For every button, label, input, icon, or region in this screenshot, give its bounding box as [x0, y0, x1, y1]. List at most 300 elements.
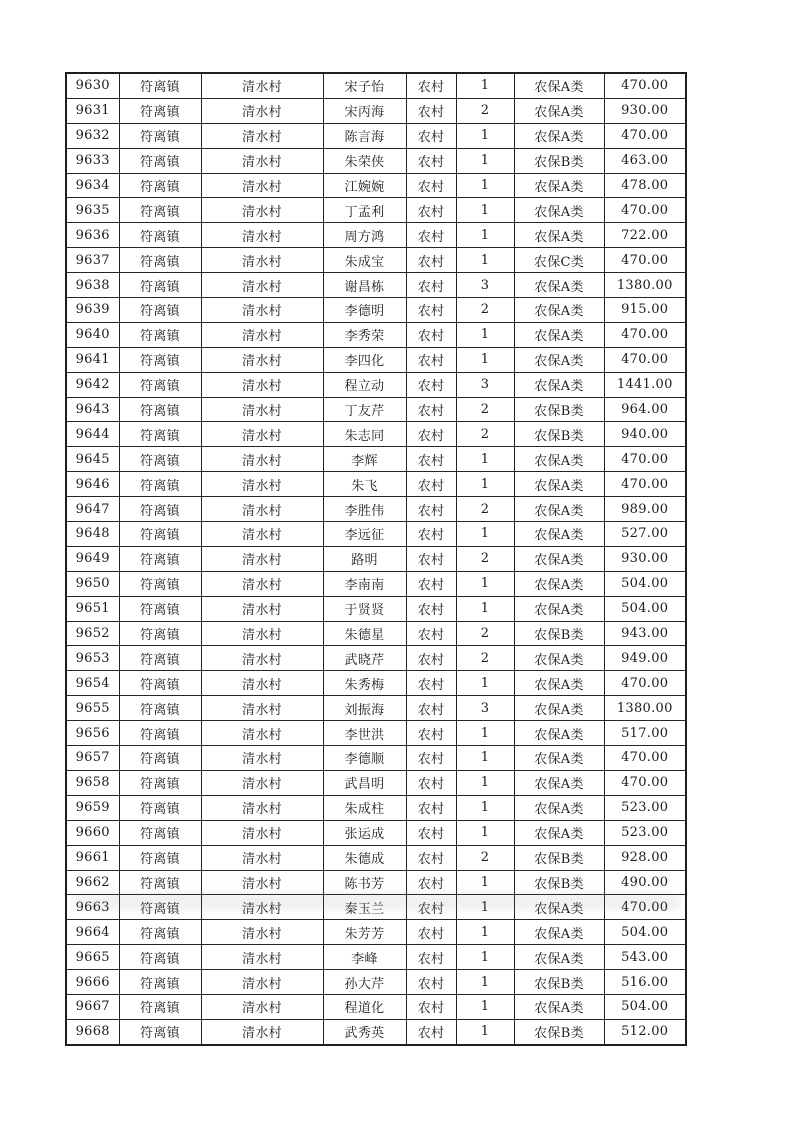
cell-residence-category: 农村 — [406, 621, 456, 646]
cell-village: 清水村 — [201, 1019, 323, 1044]
cell-headcount: 1 — [456, 920, 514, 945]
cell-sequence-number: 9655 — [66, 696, 119, 721]
table-row — [66, 621, 686, 646]
cell-village: 清水村 — [201, 397, 323, 422]
cell-insurance-type: 农保B类 — [514, 148, 604, 173]
cell-residence-category: 农村 — [406, 646, 456, 671]
cell-sequence-number: 9634 — [66, 173, 119, 198]
cell-residence-category: 农村 — [406, 746, 456, 771]
cell-insurance-type: 农保A类 — [514, 646, 604, 671]
cell-insurance-type: 农保A类 — [514, 596, 604, 621]
cell-residence-category: 农村 — [406, 73, 456, 98]
cell-village: 清水村 — [201, 870, 323, 895]
table-row — [66, 298, 686, 323]
table-row — [66, 870, 686, 895]
cell-residence-category: 农村 — [406, 596, 456, 621]
cell-headcount: 1 — [456, 746, 514, 771]
cell-amount: 470.00 — [604, 671, 686, 696]
cell-residence-category: 农村 — [406, 497, 456, 522]
table-row — [66, 1019, 686, 1044]
cell-insurance-type: 农保A类 — [514, 920, 604, 945]
table-row — [66, 970, 686, 995]
cell-sequence-number: 9658 — [66, 770, 119, 795]
cell-village: 清水村 — [201, 73, 323, 98]
cell-insurance-type: 农保A类 — [514, 721, 604, 746]
cell-person-name: 朱荣侠 — [323, 148, 406, 173]
cell-town: 符离镇 — [119, 223, 201, 248]
cell-person-name: 李德顺 — [323, 746, 406, 771]
cell-residence-category: 农村 — [406, 198, 456, 223]
cell-village: 清水村 — [201, 895, 323, 920]
cell-sequence-number: 9666 — [66, 970, 119, 995]
cell-residence-category: 农村 — [406, 372, 456, 397]
cell-town: 符离镇 — [119, 845, 201, 870]
cell-sequence-number: 9641 — [66, 347, 119, 372]
table-row — [66, 820, 686, 845]
table-row — [66, 422, 686, 447]
cell-residence-category: 农村 — [406, 173, 456, 198]
table-row — [66, 571, 686, 596]
cell-amount: 470.00 — [604, 198, 686, 223]
cell-person-name: 谢昌栋 — [323, 273, 406, 298]
cell-sequence-number: 9654 — [66, 671, 119, 696]
cell-village: 清水村 — [201, 322, 323, 347]
cell-town: 符离镇 — [119, 397, 201, 422]
cell-sequence-number: 9652 — [66, 621, 119, 646]
cell-residence-category: 农村 — [406, 696, 456, 721]
cell-town: 符离镇 — [119, 571, 201, 596]
table-row — [66, 273, 686, 298]
cell-village: 清水村 — [201, 497, 323, 522]
cell-person-name: 李辉 — [323, 447, 406, 472]
table-row — [66, 148, 686, 173]
cell-person-name: 李远征 — [323, 522, 406, 547]
cell-village: 清水村 — [201, 298, 323, 323]
cell-town: 符离镇 — [119, 596, 201, 621]
cell-town: 符离镇 — [119, 198, 201, 223]
cell-insurance-type: 农保A类 — [514, 671, 604, 696]
table-row — [66, 596, 686, 621]
cell-village: 清水村 — [201, 472, 323, 497]
cell-insurance-type: 农保B类 — [514, 397, 604, 422]
cell-person-name: 李秀荣 — [323, 322, 406, 347]
cell-sequence-number: 9644 — [66, 422, 119, 447]
cell-residence-category: 农村 — [406, 845, 456, 870]
cell-sequence-number: 9662 — [66, 870, 119, 895]
cell-headcount: 1 — [456, 223, 514, 248]
cell-sequence-number: 9637 — [66, 248, 119, 273]
cell-insurance-type: 农保A类 — [514, 372, 604, 397]
table-row — [66, 845, 686, 870]
cell-residence-category: 农村 — [406, 945, 456, 970]
cell-headcount: 1 — [456, 472, 514, 497]
cell-village: 清水村 — [201, 820, 323, 845]
cell-village: 清水村 — [201, 746, 323, 771]
cell-person-name: 秦玉兰 — [323, 895, 406, 920]
cell-town: 符离镇 — [119, 447, 201, 472]
cell-village: 清水村 — [201, 98, 323, 123]
cell-person-name: 武晓芹 — [323, 646, 406, 671]
cell-residence-category: 农村 — [406, 820, 456, 845]
table-body — [66, 73, 686, 1045]
cell-person-name: 周方鸿 — [323, 223, 406, 248]
cell-town: 符离镇 — [119, 795, 201, 820]
cell-sequence-number: 9653 — [66, 646, 119, 671]
cell-sequence-number: 9635 — [66, 198, 119, 223]
cell-village: 清水村 — [201, 123, 323, 148]
cell-headcount: 3 — [456, 273, 514, 298]
cell-person-name: 李德明 — [323, 298, 406, 323]
cell-person-name: 朱飞 — [323, 472, 406, 497]
cell-village: 清水村 — [201, 845, 323, 870]
cell-sequence-number: 9649 — [66, 546, 119, 571]
cell-amount: 504.00 — [604, 596, 686, 621]
cell-headcount: 1 — [456, 248, 514, 273]
cell-headcount: 2 — [456, 646, 514, 671]
table-row — [66, 372, 686, 397]
cell-amount: 949.00 — [604, 646, 686, 671]
cell-sequence-number: 9640 — [66, 322, 119, 347]
cell-headcount: 1 — [456, 721, 514, 746]
cell-sequence-number: 9656 — [66, 721, 119, 746]
table-row — [66, 248, 686, 273]
cell-insurance-type: 农保A类 — [514, 98, 604, 123]
cell-sequence-number: 9630 — [66, 73, 119, 98]
cell-residence-category: 农村 — [406, 870, 456, 895]
cell-amount: 517.00 — [604, 721, 686, 746]
cell-sequence-number: 9648 — [66, 522, 119, 547]
cell-amount: 470.00 — [604, 248, 686, 273]
cell-town: 符离镇 — [119, 497, 201, 522]
cell-person-name: 朱德成 — [323, 845, 406, 870]
table-row — [66, 646, 686, 671]
cell-insurance-type: 农保A类 — [514, 173, 604, 198]
cell-town: 符离镇 — [119, 148, 201, 173]
cell-town: 符离镇 — [119, 870, 201, 895]
cell-town: 符离镇 — [119, 746, 201, 771]
cell-headcount: 1 — [456, 571, 514, 596]
cell-insurance-type: 农保B类 — [514, 870, 604, 895]
cell-town: 符离镇 — [119, 73, 201, 98]
cell-headcount: 1 — [456, 148, 514, 173]
cell-person-name: 丁友芹 — [323, 397, 406, 422]
cell-amount: 527.00 — [604, 522, 686, 547]
cell-village: 清水村 — [201, 994, 323, 1019]
cell-headcount: 1 — [456, 1019, 514, 1044]
cell-person-name: 程道化 — [323, 994, 406, 1019]
cell-insurance-type: 农保A类 — [514, 322, 604, 347]
cell-person-name: 朱志同 — [323, 422, 406, 447]
cell-sequence-number: 9633 — [66, 148, 119, 173]
table-row — [66, 696, 686, 721]
cell-person-name: 朱德星 — [323, 621, 406, 646]
cell-insurance-type: 农保A类 — [514, 994, 604, 1019]
table-row — [66, 522, 686, 547]
cell-residence-category: 农村 — [406, 397, 456, 422]
cell-village: 清水村 — [201, 945, 323, 970]
cell-village: 清水村 — [201, 173, 323, 198]
cell-village: 清水村 — [201, 920, 323, 945]
cell-residence-category: 农村 — [406, 248, 456, 273]
cell-headcount: 1 — [456, 73, 514, 98]
cell-amount: 930.00 — [604, 98, 686, 123]
cell-person-name: 李胜伟 — [323, 497, 406, 522]
cell-town: 符离镇 — [119, 945, 201, 970]
cell-amount: 470.00 — [604, 770, 686, 795]
cell-village: 清水村 — [201, 970, 323, 995]
cell-headcount: 1 — [456, 447, 514, 472]
cell-village: 清水村 — [201, 447, 323, 472]
cell-person-name: 朱成柱 — [323, 795, 406, 820]
cell-village: 清水村 — [201, 248, 323, 273]
cell-headcount: 1 — [456, 522, 514, 547]
cell-headcount: 2 — [456, 621, 514, 646]
cell-town: 符离镇 — [119, 895, 201, 920]
cell-insurance-type: 农保A类 — [514, 123, 604, 148]
cell-amount: 516.00 — [604, 970, 686, 995]
cell-town: 符离镇 — [119, 621, 201, 646]
cell-sequence-number: 9631 — [66, 98, 119, 123]
cell-town: 符离镇 — [119, 546, 201, 571]
cell-person-name: 程立动 — [323, 372, 406, 397]
cell-amount: 490.00 — [604, 870, 686, 895]
cell-village: 清水村 — [201, 273, 323, 298]
cell-amount: 470.00 — [604, 447, 686, 472]
cell-insurance-type: 农保A类 — [514, 895, 604, 920]
cell-residence-category: 农村 — [406, 447, 456, 472]
cell-amount: 478.00 — [604, 173, 686, 198]
cell-town: 符离镇 — [119, 1019, 201, 1044]
cell-town: 符离镇 — [119, 522, 201, 547]
table-row — [66, 447, 686, 472]
cell-sequence-number: 9638 — [66, 273, 119, 298]
cell-headcount: 1 — [456, 770, 514, 795]
cell-residence-category: 农村 — [406, 223, 456, 248]
cell-person-name: 于贤贤 — [323, 596, 406, 621]
cell-sequence-number: 9663 — [66, 895, 119, 920]
cell-residence-category: 农村 — [406, 970, 456, 995]
cell-amount: 512.00 — [604, 1019, 686, 1044]
cell-sequence-number: 9642 — [66, 372, 119, 397]
cell-headcount: 1 — [456, 322, 514, 347]
cell-sequence-number: 9659 — [66, 795, 119, 820]
table-row — [66, 497, 686, 522]
cell-person-name: 刘振海 — [323, 696, 406, 721]
cell-insurance-type: 农保A类 — [514, 820, 604, 845]
cell-town: 符离镇 — [119, 970, 201, 995]
cell-amount: 523.00 — [604, 795, 686, 820]
table-row — [66, 472, 686, 497]
table-row — [66, 721, 686, 746]
cell-town: 符离镇 — [119, 646, 201, 671]
cell-town: 符离镇 — [119, 422, 201, 447]
cell-residence-category: 农村 — [406, 472, 456, 497]
cell-insurance-type: 农保A类 — [514, 546, 604, 571]
cell-sequence-number: 9646 — [66, 472, 119, 497]
cell-amount: 1380.00 — [604, 273, 686, 298]
cell-residence-category: 农村 — [406, 1019, 456, 1044]
cell-village: 清水村 — [201, 795, 323, 820]
table-row — [66, 173, 686, 198]
cell-headcount: 2 — [456, 497, 514, 522]
cell-amount: 722.00 — [604, 223, 686, 248]
cell-insurance-type: 农保A类 — [514, 571, 604, 596]
table-row — [66, 322, 686, 347]
cell-person-name: 武昌明 — [323, 770, 406, 795]
table-row — [66, 98, 686, 123]
cell-headcount: 2 — [456, 298, 514, 323]
cell-person-name: 李世洪 — [323, 721, 406, 746]
cell-residence-category: 农村 — [406, 322, 456, 347]
cell-insurance-type: 农保A类 — [514, 746, 604, 771]
table-row — [66, 223, 686, 248]
cell-residence-category: 农村 — [406, 148, 456, 173]
cell-village: 清水村 — [201, 422, 323, 447]
cell-sequence-number: 9647 — [66, 497, 119, 522]
cell-insurance-type: 农保A类 — [514, 73, 604, 98]
cell-person-name: 江婉婉 — [323, 173, 406, 198]
cell-insurance-type: 农保B类 — [514, 621, 604, 646]
cell-town: 符离镇 — [119, 721, 201, 746]
cell-insurance-type: 农保A类 — [514, 945, 604, 970]
cell-amount: 928.00 — [604, 845, 686, 870]
cell-amount: 470.00 — [604, 73, 686, 98]
cell-sequence-number: 9660 — [66, 820, 119, 845]
cell-headcount: 1 — [456, 123, 514, 148]
cell-insurance-type: 农保A类 — [514, 273, 604, 298]
cell-person-name: 李四化 — [323, 347, 406, 372]
cell-residence-category: 农村 — [406, 721, 456, 746]
cell-town: 符离镇 — [119, 472, 201, 497]
cell-village: 清水村 — [201, 770, 323, 795]
cell-village: 清水村 — [201, 696, 323, 721]
cell-person-name: 朱芳芳 — [323, 920, 406, 945]
cell-residence-category: 农村 — [406, 895, 456, 920]
cell-amount: 470.00 — [604, 895, 686, 920]
cell-amount: 504.00 — [604, 920, 686, 945]
cell-amount: 940.00 — [604, 422, 686, 447]
cell-village: 清水村 — [201, 148, 323, 173]
cell-amount: 504.00 — [604, 994, 686, 1019]
table-row — [66, 920, 686, 945]
cell-sequence-number: 9664 — [66, 920, 119, 945]
cell-town: 符离镇 — [119, 347, 201, 372]
cell-residence-category: 农村 — [406, 795, 456, 820]
cell-amount: 470.00 — [604, 472, 686, 497]
cell-amount: 470.00 — [604, 746, 686, 771]
cell-amount: 1380.00 — [604, 696, 686, 721]
cell-person-name: 宋子怡 — [323, 73, 406, 98]
cell-town: 符离镇 — [119, 248, 201, 273]
subsidy-roster-table — [65, 72, 687, 1046]
cell-sequence-number: 9651 — [66, 596, 119, 621]
cell-town: 符离镇 — [119, 696, 201, 721]
cell-village: 清水村 — [201, 621, 323, 646]
cell-headcount: 1 — [456, 596, 514, 621]
cell-residence-category: 农村 — [406, 273, 456, 298]
cell-town: 符离镇 — [119, 173, 201, 198]
cell-headcount: 2 — [456, 422, 514, 447]
cell-amount: 964.00 — [604, 397, 686, 422]
cell-sequence-number: 9667 — [66, 994, 119, 1019]
table-row — [66, 397, 686, 422]
cell-residence-category: 农村 — [406, 98, 456, 123]
cell-headcount: 1 — [456, 198, 514, 223]
cell-residence-category: 农村 — [406, 770, 456, 795]
table-row — [66, 945, 686, 970]
cell-person-name: 朱成宝 — [323, 248, 406, 273]
cell-sequence-number: 9645 — [66, 447, 119, 472]
cell-insurance-type: 农保A类 — [514, 198, 604, 223]
table-row — [66, 546, 686, 571]
cell-sequence-number: 9639 — [66, 298, 119, 323]
cell-village: 清水村 — [201, 372, 323, 397]
cell-town: 符离镇 — [119, 372, 201, 397]
table-row — [66, 73, 686, 98]
cell-insurance-type: 农保A类 — [514, 447, 604, 472]
cell-residence-category: 农村 — [406, 422, 456, 447]
cell-sequence-number: 9632 — [66, 123, 119, 148]
cell-insurance-type: 农保A类 — [514, 696, 604, 721]
cell-town: 符离镇 — [119, 298, 201, 323]
cell-town: 符离镇 — [119, 98, 201, 123]
cell-insurance-type: 农保C类 — [514, 248, 604, 273]
cell-amount: 470.00 — [604, 347, 686, 372]
cell-person-name: 路明 — [323, 546, 406, 571]
cell-residence-category: 农村 — [406, 298, 456, 323]
cell-sequence-number: 9650 — [66, 571, 119, 596]
cell-amount: 504.00 — [604, 571, 686, 596]
table-row — [66, 770, 686, 795]
cell-village: 清水村 — [201, 571, 323, 596]
cell-insurance-type: 农保B类 — [514, 845, 604, 870]
table-row — [66, 795, 686, 820]
cell-insurance-type: 农保B类 — [514, 422, 604, 447]
cell-residence-category: 农村 — [406, 522, 456, 547]
cell-insurance-type: 农保A类 — [514, 770, 604, 795]
table-row — [66, 895, 686, 920]
cell-village: 清水村 — [201, 546, 323, 571]
cell-headcount: 1 — [456, 970, 514, 995]
cell-residence-category: 农村 — [406, 546, 456, 571]
cell-amount: 915.00 — [604, 298, 686, 323]
cell-village: 清水村 — [201, 721, 323, 746]
cell-sequence-number: 9636 — [66, 223, 119, 248]
table-row — [66, 347, 686, 372]
cell-amount: 943.00 — [604, 621, 686, 646]
cell-insurance-type: 农保A类 — [514, 472, 604, 497]
cell-person-name: 宋丙海 — [323, 98, 406, 123]
cell-town: 符离镇 — [119, 820, 201, 845]
cell-amount: 470.00 — [604, 123, 686, 148]
cell-amount: 930.00 — [604, 546, 686, 571]
cell-village: 清水村 — [201, 223, 323, 248]
cell-village: 清水村 — [201, 646, 323, 671]
cell-insurance-type: 农保A类 — [514, 522, 604, 547]
cell-headcount: 1 — [456, 870, 514, 895]
table-row — [66, 198, 686, 223]
cell-sequence-number: 9668 — [66, 1019, 119, 1044]
cell-village: 清水村 — [201, 347, 323, 372]
cell-headcount: 1 — [456, 945, 514, 970]
cell-town: 符离镇 — [119, 770, 201, 795]
cell-sequence-number: 9661 — [66, 845, 119, 870]
cell-person-name: 李峰 — [323, 945, 406, 970]
cell-person-name: 李南南 — [323, 571, 406, 596]
cell-town: 符离镇 — [119, 994, 201, 1019]
cell-town: 符离镇 — [119, 671, 201, 696]
cell-insurance-type: 农保A类 — [514, 298, 604, 323]
